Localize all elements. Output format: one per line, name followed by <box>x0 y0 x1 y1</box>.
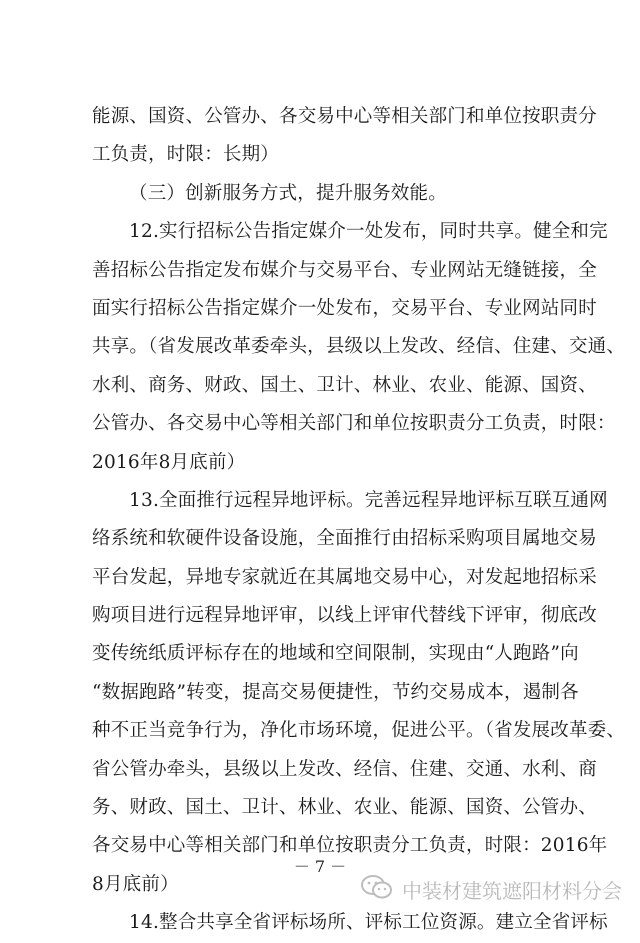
text-line: 共享。（省发展改革委牵头，县级以上发改、经信、住建、交通、 <box>92 336 626 358</box>
text-line: 络系统和软硬件设备设施，全面推行由招标采购项目属地交易 <box>92 528 597 550</box>
text-line: 各交易中心等相关部门和单位按职责分工负责，时限：2016年 <box>92 835 608 857</box>
text-line: 务、财政、国土、卫计、林业、农业、能源、国资、公管办、 <box>92 797 597 819</box>
text-line: 变传统纸质评标存在的地域和空间限制，实现由“人跑路”向 <box>92 643 579 665</box>
document-body <box>92 98 626 943</box>
text-line: 2016年8月底前） <box>92 451 246 473</box>
page-number: － 7 － <box>293 857 347 876</box>
text-line: 水利、商务、财政、国土、卫计、林业、农业、能源、国资、 <box>92 374 597 396</box>
text-line: 面实行招标公告指定媒介一处发布，交易平台、专业网站同时 <box>92 297 597 319</box>
text-line: 善招标公告指定发布媒介与交易平台、专业网站无缝链接，全 <box>92 259 597 281</box>
watermark-text: 中装材建筑遮阳材料分会 <box>402 879 622 903</box>
text-line: 省公管办牵头，县级以上发改、经信、住建、交通、水利、商 <box>92 758 597 780</box>
text-line: 种不正当竞争行为，净化市场环境，促进公平。（省发展改革委、 <box>92 720 626 742</box>
text-line: “数据跑路”转变，提高交易便捷性，节约交易成本，遏制各 <box>92 681 579 703</box>
text-line: 8月底前） <box>92 873 179 895</box>
wechat-icon <box>360 874 402 905</box>
text-line: 平台发起，异地专家就近在其属地交易中心，对发起地招标采 <box>92 566 597 588</box>
text-line: 公管办、各交易中心等相关部门和单位按职责分工负责，时限： <box>92 413 616 435</box>
text-line: 14.整合共享全省评标场所、评标工位资源。建立全省评标 <box>129 912 608 934</box>
text-line: 能源、国资、公管办、各交易中心等相关部门和单位按职责分 <box>92 106 597 127</box>
text-line: 13.全面推行远程异地评标。完善远程异地评标互联互通网 <box>129 489 608 511</box>
text-line: 购项目进行远程异地评审，以线上评审代替线下评审，彻底改 <box>92 605 597 627</box>
text-line: （三）创新服务方式，提升服务效能。 <box>129 182 447 204</box>
text-line: 工负责，时限：长期） <box>92 144 280 166</box>
watermark <box>360 874 622 905</box>
text-line: 12.实行招标公告指定媒介一处发布，同时共享。健全和完 <box>129 221 608 243</box>
